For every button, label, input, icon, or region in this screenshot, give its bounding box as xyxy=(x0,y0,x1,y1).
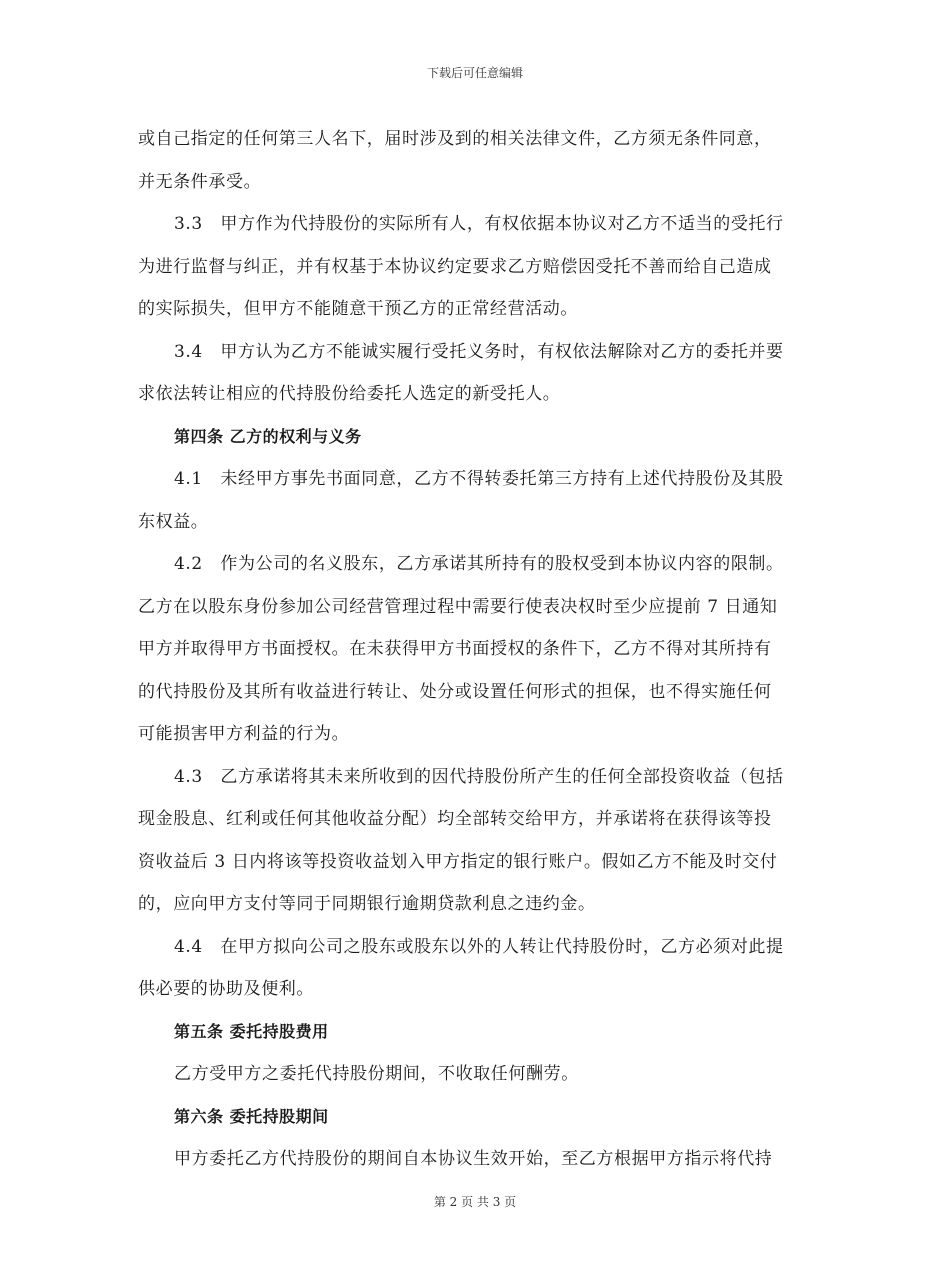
paragraph-line: 可能损害甲方利益的行为。 xyxy=(138,724,350,744)
paragraph-line: 乙方在以股东身份参加公司经营管理过程中需要行使表决权时至少应提前 7 日通知 xyxy=(138,596,778,617)
paragraph-line: 甲方委托乙方代持股份的期间自本协议生效开始，至乙方根据甲方指示将代持 xyxy=(174,1149,773,1169)
paragraph-line: 甲方并取得甲方书面授权。在未获得甲方书面授权的条件下，乙方不得对其所持有 xyxy=(138,639,772,659)
paragraph-line: 东权益。 xyxy=(138,511,209,532)
clause-4-2: 4.2 作为公司的名义股东，乙方承诺其所持有的股权受到本协议内容的限制。 xyxy=(174,554,784,574)
article-5-heading: 第五条 委托持股费用 xyxy=(174,1021,329,1041)
paragraph-line: 求依法转让相应的代持股份给委托人选定的新受托人。 xyxy=(138,384,561,404)
paragraph-line: 为进行监督与纠正，并有权基于本协议约定要求乙方赔偿因受托不善而给自己造成 xyxy=(138,256,772,277)
clause-4-3: 4.3 乙方承诺将其未来所收到的因代持股份所产生的任何全部投资收益（包括 xyxy=(174,766,784,787)
clause-4-4: 4.4 在甲方拟向公司之股东或股东以外的人转让代持股份时，乙方必须对此提 xyxy=(174,936,784,957)
paragraph-line: 的实际损失，但甲方不能随意干预乙方的正常经营活动。 xyxy=(138,299,578,319)
paragraph-line: 的，应向甲方支付等同于同期银行逾期贷款利息之违约金。 xyxy=(138,894,596,914)
paragraph-line: 乙方受甲方之委托代持股份期间，不收取任何酬劳。 xyxy=(174,1064,579,1084)
clause-4-1: 4.1 未经甲方事先书面同意，乙方不得转委托第三方持有上述代持股份及其股 xyxy=(174,469,784,489)
page-header: 下载后可任意编辑 xyxy=(426,66,523,80)
paragraph-line: 的代持股份及其所有收益进行转让、处分或设置任何形式的担保，也不得实施任何 xyxy=(138,681,772,702)
clause-3-4: 3.4 甲方认为乙方不能诚实履行受托义务时，有权依法解除对乙方的委托并要 xyxy=(174,341,784,362)
paragraph-line: 并无条件承受。 xyxy=(138,171,262,192)
paragraph-line: 现金股息、红利或任何其他收益分配）均全部转交给甲方，并承诺将在获得该等投 xyxy=(138,809,772,829)
paragraph-line: 或自己指定的任何第三人名下，届时涉及到的相关法律文件，乙方须无条件同意， xyxy=(138,129,772,149)
clause-3-3: 3.3 甲方作为代持股份的实际所有人，有权依据本协议对乙方不适当的受托行 xyxy=(174,214,784,234)
article-6-heading: 第六条 委托持股期间 xyxy=(174,1106,329,1126)
paragraph-line: 资收益后 3 日内将该等投资收益划入甲方指定的银行账户。假如乙方不能及时交付 xyxy=(138,851,778,872)
paragraph-line: 供必要的协助及便利。 xyxy=(138,979,314,999)
page-footer: 第 2 页 共 3 页 xyxy=(433,1195,517,1209)
article-4-heading: 第四条 乙方的权利与义务 xyxy=(174,426,362,446)
document-body xyxy=(138,118,814,1181)
